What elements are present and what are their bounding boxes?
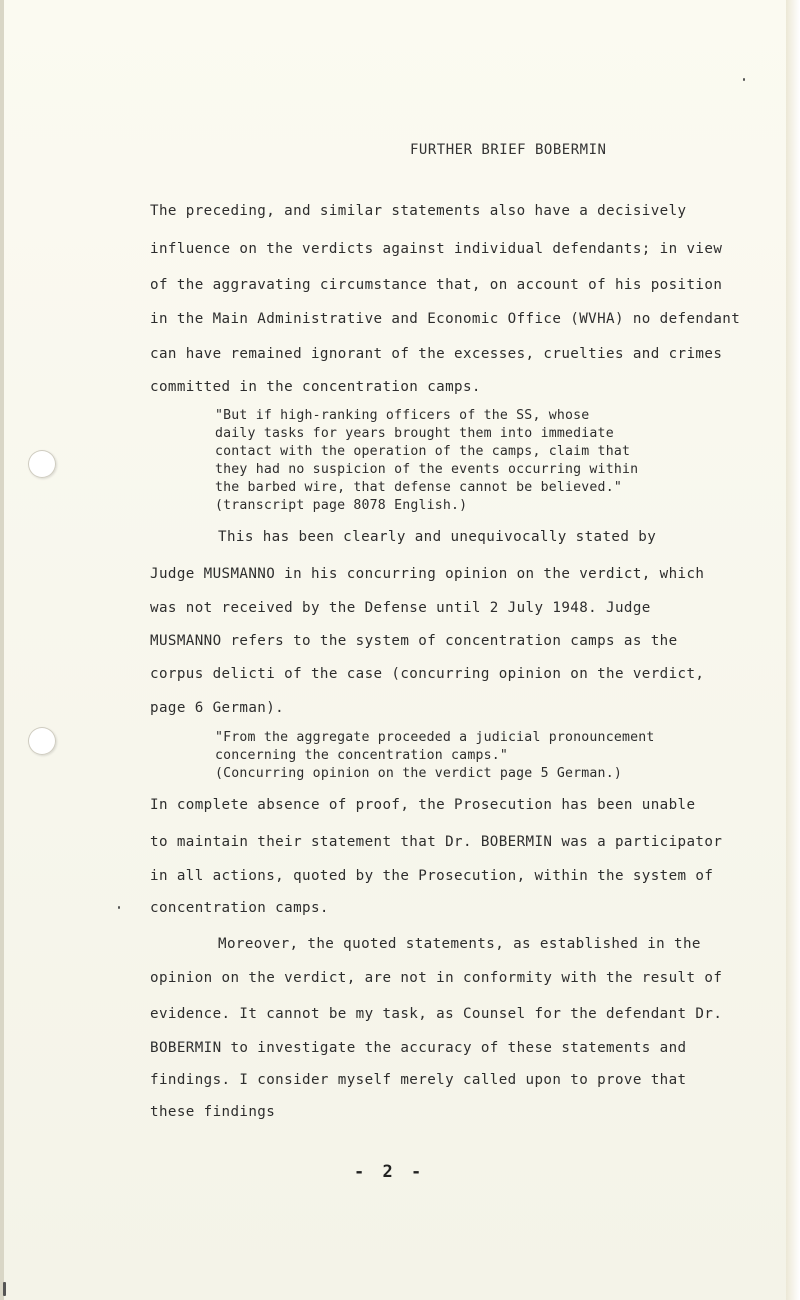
- paragraph1-line: of the aggravating circumstance that, on account of his position: [150, 277, 723, 293]
- punch-hole-bottom: [28, 727, 56, 755]
- paragraph3-line: In complete absence of proof, the Prosecution has been unable: [150, 797, 696, 813]
- punch-hole-top: [28, 450, 56, 478]
- quote1-line: "But if high-ranking officers of the SS, whose: [215, 408, 590, 423]
- quote2-line: "From the aggregate proceeded a judicial pronouncement: [215, 730, 655, 745]
- quote1-line: contact with the operation of the camps, claim that: [215, 444, 631, 459]
- paragraph4-line: BOBERMIN to investigate the accuracy of these statements and: [150, 1040, 687, 1056]
- paragraph4-line: opinion on the verdict, are not in conformity with the result of: [150, 970, 723, 986]
- paragraph1-line: influence on the verdicts against individual defendants; in view: [150, 241, 723, 257]
- paragraph2-line: was not received by the Defense until 2 July 1948. Judge: [150, 600, 651, 616]
- scan-speck: [118, 906, 120, 909]
- quote1-line: daily tasks for years brought them into immediate: [215, 426, 614, 441]
- document-header: FURTHER BRIEF BOBERMIN: [410, 142, 607, 158]
- quote2-line: (Concurring opinion on the verdict page 5 German.): [215, 766, 622, 781]
- paragraph2-line: This has been clearly and unequivocally stated by: [218, 529, 657, 545]
- quote2-line: concerning the concentration camps.": [215, 748, 509, 763]
- quote1-line: they had no suspicion of the events occurring within: [215, 462, 639, 477]
- paragraph4-line: these findings: [150, 1104, 276, 1120]
- paragraph4-line: findings. I consider myself merely called upon to prove that: [150, 1072, 687, 1088]
- paragraph2-line: Judge MUSMANNO in his concurring opinion on the verdict, which: [150, 566, 705, 582]
- paragraph3-line: concentration camps.: [150, 900, 329, 916]
- scan-left-edge: [0, 0, 4, 1300]
- quote1-line: the barbed wire, that defense cannot be believed.": [215, 480, 622, 495]
- paragraph2-line: corpus delicti of the case (concurring opinion on the verdict,: [150, 666, 705, 682]
- paragraph1-line: The preceding, and similar statements also have a decisively: [150, 203, 687, 219]
- scan-speck: [3, 1282, 6, 1296]
- paragraph1-line: can have remained ignorant of the excesses, cruelties and crimes: [150, 346, 723, 362]
- scan-right-edge: [786, 0, 800, 1300]
- scan-speck: [743, 78, 745, 81]
- paragraph1-line: in the Main Administrative and Economic Office (WVHA) no defendant: [150, 311, 741, 327]
- page-number: - 2 -: [354, 1162, 426, 1182]
- quote1-line: (transcript page 8078 English.): [215, 498, 468, 513]
- paragraph4-line: Moreover, the quoted statements, as established in the: [218, 936, 701, 952]
- paragraph2-line: MUSMANNO refers to the system of concentration camps as the: [150, 633, 678, 649]
- paragraph1-line: committed in the concentration camps.: [150, 379, 481, 395]
- paragraph4-line: evidence. It cannot be my task, as Counsel for the defendant Dr.: [150, 1006, 723, 1022]
- paragraph2-line: page 6 German).: [150, 700, 285, 716]
- paragraph3-line: to maintain their statement that Dr. BOBERMIN was a participator: [150, 834, 723, 850]
- paragraph3-line: in all actions, quoted by the Prosecution, within the system of: [150, 868, 714, 884]
